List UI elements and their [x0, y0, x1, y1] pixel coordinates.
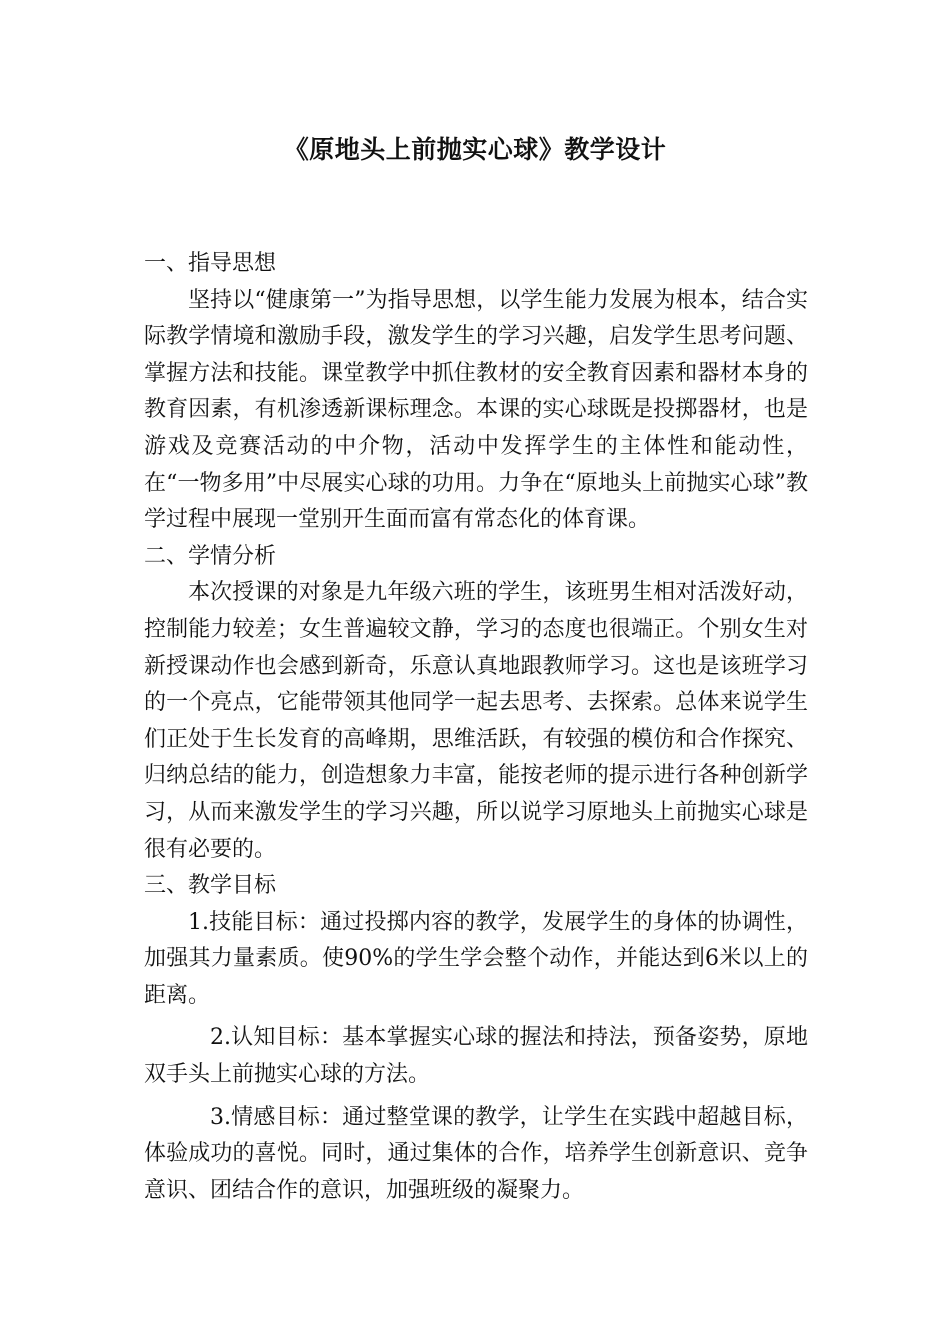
section-heading-teaching-goals: 三、教学目标 [144, 873, 277, 899]
goal-emotional-paragraph: 3.情感目标：通过整堂课的教学，让学生在实践中超越目标，体验成功的喜悦。同时，通过集体的合作，培养学生创新意识、竞争意识、团结合作的意识，加强班级的凝聚力。 [144, 1104, 808, 1203]
guiding-ideology-paragraph: 坚持以“健康第一”为指导思想，以学生能力发展为根本，结合实际教学情境和激励手段，激发学生的学习兴趣，启发学生思考问题、掌握方法和技能。课堂教学中抓住教材的安全教育因素和器材本身的教育因素，有机渗透新课标理念。本课的实心球既是投掷器材，也是游戏及竞赛活动的中介物，活动中发挥学生的主体性和能动性，在“一物多用”中尽展实心球的功用。力争在“原地头上前抛实心球”教学过程中展现一堂别开生面而富有常态化的体育课。 [144, 287, 808, 533]
section-heading-student-analysis: 二、学情分析 [144, 543, 277, 569]
student-analysis-paragraph: 本次授课的对象是九年级六班的学生，该班男生相对活泼好动，控制能力较差；女生普遍较文静，学习的态度也很端正。个别女生对新授课动作也会感到新奇，乐意认真地跟教师学习。这也是该班学习的一个亮点，它能带领其他同学一起去思考、去探索。总体来说学生们正处于生长发育的高峰期，思维活跃，有较强的模仿和合作探究、归纳总结的能力，创造想象力丰富，能按老师的提示进行各种创新学习，从而来激发学生的学习兴趣，所以说学习原地头上前抛实心球是很有必要的。 [144, 580, 808, 862]
document-title: 《原地头上前抛实心球》教学设计 [283, 135, 667, 164]
goal-skill-paragraph: 1.技能目标：通过投掷内容的教学，发展学生的身体的协调性，加强其力量素质。使90%的学生学会整个动作，并能达到6米以上的距离。 [144, 909, 808, 1008]
section-heading-guiding-ideology: 一、指导思想 [144, 251, 277, 276]
goal-cognitive-paragraph: 2.认知目标：基本掌握实心球的握法和持法，预备姿势，原地双手头上前抛实心球的方法。 [144, 1025, 808, 1088]
document-body [144, 246, 808, 1209]
